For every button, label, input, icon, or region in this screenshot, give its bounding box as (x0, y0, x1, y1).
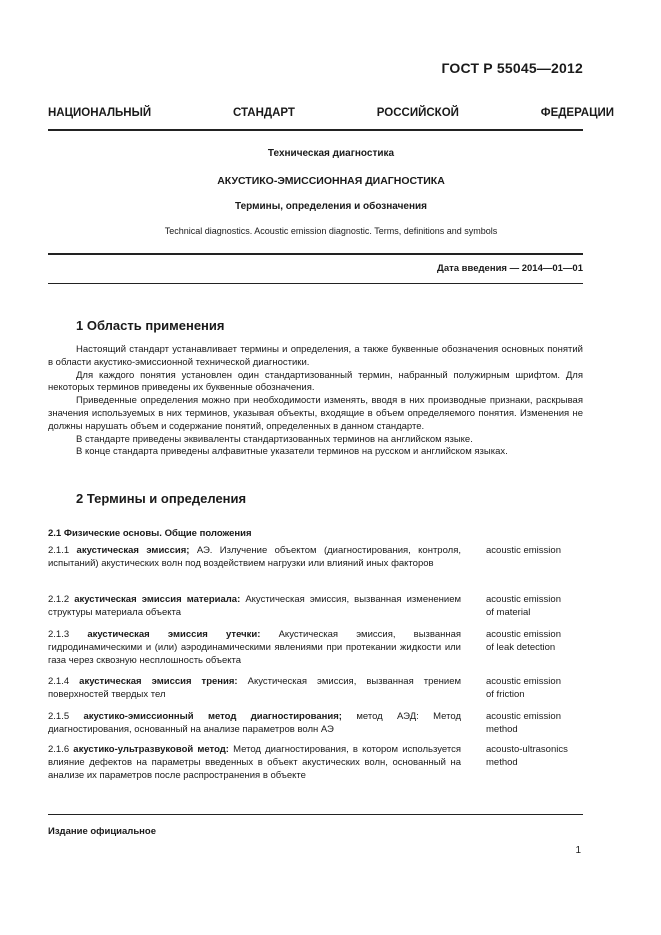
title-line-1: Техническая диагностика (267, 148, 395, 159)
term-name: акустическая эмиссия утечки: (87, 629, 261, 640)
term-name: акустическая эмиссия трения: (79, 676, 238, 687)
term-number: 2.1.1 (48, 545, 70, 556)
section-2-heading: 2 Термины и определения (76, 491, 247, 506)
term-english: acoustic emission (486, 545, 561, 556)
title-line-2: АКУСТИКО-ЭМИССИОННАЯ ДИАГНОСТИКА (217, 175, 445, 187)
term-entry (48, 545, 461, 571)
term-number: 2.1.6 (48, 744, 70, 755)
paragraph: Приведенные определения можно при необходимости изменять, вводя в них производные признаки, раскрывая значения используемых в них терминов, указывая объекты, входящие в объем определяемого понятия. Изменения не должны нарушать объем и содержание понятий, определенных в данном стандарте. (48, 395, 583, 432)
term-english: acoustic emission method (486, 711, 561, 735)
term-definition: Акустическая эмиссия, вызванная гидродинамическими и (или) аэродинамическими явлениями при протекании жидкости или газа через сквозную несплошность объекта (48, 629, 462, 666)
term-name: акустическая эмиссия; (76, 545, 190, 556)
title-divider (48, 253, 583, 255)
term-definition: Акустическая эмиссия, вызванная трением поверхностей твердых тел (48, 676, 462, 700)
term-entry (48, 711, 461, 737)
term-definition: АЭ. Излучение объектом (диагностирования, контроля, испытаний) акустических волн под воздействием нагрузки или влияний иных факторов (48, 545, 461, 569)
page-number: 1 (575, 845, 581, 856)
term-english: acoustic emission of material (486, 594, 561, 618)
term-number: 2.1.5 (48, 711, 70, 722)
paragraph: Настоящий стандарт устанавливает термины и определения, а также буквенные обозначения основных понятий в области акустико-эмиссионной технической диагностики. (48, 344, 583, 368)
edition-label: Издание официальное (48, 826, 156, 837)
date-divider (48, 283, 583, 284)
section-1-heading: 1 Область применения (76, 318, 225, 333)
term-number: 2.1.3 (48, 629, 70, 640)
term-number: 2.1.4 (48, 676, 70, 687)
term-definition: метод АЭД: Метод диагностирования, основанный на анализе параметров волн АЭ (48, 711, 461, 735)
paragraph: В конце стандарта приведены алфавитные указатели терминов на русском и английском языках. (76, 446, 508, 458)
header-divider (48, 129, 583, 131)
section-2-1-heading: 2.1 Физические основы. Общие положения (48, 528, 252, 539)
title-line-3: Термины, определения и обозначения (234, 201, 428, 212)
term-english: acoustic emission of leak detection (486, 629, 561, 653)
term-entry (48, 744, 461, 782)
term-english: acoustic emission of friction (486, 676, 561, 700)
paragraph: В стандарте приведены эквиваленты стандартизованных терминов на английском языке. (76, 433, 473, 445)
term-number: 2.1.2 (48, 594, 70, 605)
footer-divider (48, 814, 583, 815)
term-entry (48, 676, 461, 702)
term-name: акустическая эмиссия материала: (74, 594, 241, 605)
term-definition: Акустическая эмиссия, вызванная изменением структуры материала объекта (48, 594, 462, 618)
national-standard-title: НАЦИОНАЛЬНЫЙ СТАНДАРТ РОССИЙСКОЙ ФЕДЕРАЦИИ (48, 107, 614, 119)
term-english: acousto-ultrasonics method (486, 744, 568, 768)
paragraph: Для каждого понятия установлен один стандартизованный термин, набранный полужирным шрифтом. Для некоторых терминов приведены их буквенные обозначения. (48, 369, 583, 394)
term-name: акустико-эмиссионный метод диагностирования; (83, 711, 342, 722)
term-entry (48, 594, 461, 620)
title-english: Technical diagnostics. Acoustic emission diagnostic. Terms, definitions and symbols (164, 226, 498, 236)
term-definition: Метод диагностирования, в котором используется влияние дефектов на параметры введенных в объект акустических волн, основанный на анализе их параметров после распространения в объекте (48, 744, 462, 781)
section-1-body (48, 344, 583, 459)
term-name: акустико-ультразвуковой метод: (73, 744, 229, 755)
term-entry (48, 629, 461, 667)
date-of-introduction: Дата введения — 2014—01—01 (437, 263, 583, 274)
standard-number: ГОСТ Р 55045—2012 (441, 60, 583, 76)
